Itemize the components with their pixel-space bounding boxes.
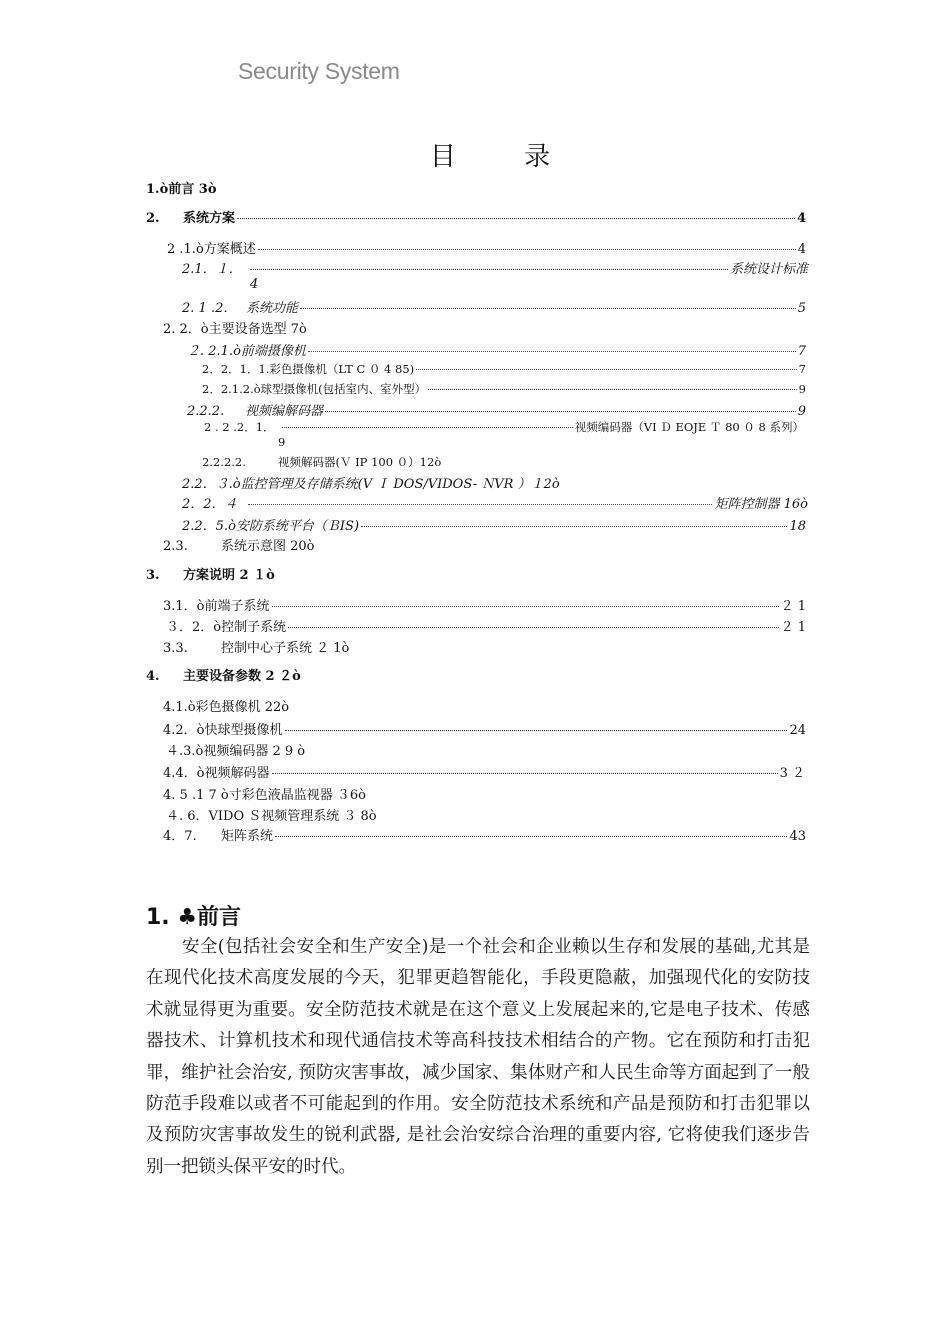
toc-entry[interactable]: ４.3.ò视频编码器 2 9 ò	[166, 744, 306, 759]
toc-entry[interactable]: 2.2.2. 视频编解码器 9	[187, 404, 806, 419]
toc-leader	[285, 729, 788, 731]
toc-entry[interactable]: 2.1．１． 系统设计标准	[182, 262, 808, 277]
toc-entry[interactable]: 2. 2．ò主要设备选型 7ò	[163, 322, 307, 337]
toc-entry[interactable]: ３．2．ò控制子系统 ２ 1	[166, 620, 806, 635]
toc-entry[interactable]: 2.2.2.2. 视频解码器(Ｖ IP 100 ０）12ò	[202, 455, 442, 469]
toc-entry[interactable]: 2.2．5.ò安防系统平台（ＢIS) 18	[182, 519, 806, 534]
toc-entry[interactable]: 2．2.1.2.ò球型摄像机(包括室内、室外型） 9	[202, 382, 806, 396]
toc-entry[interactable]: 4.1.ò彩色摄像机 22ò	[163, 700, 290, 715]
toc-leader	[428, 388, 797, 390]
toc-leader	[325, 410, 796, 412]
toc-entry[interactable]: 4.2．ò快球型摄像机 24	[163, 723, 806, 738]
toc-entry[interactable]: 3. 方案说明 2 １ò	[146, 568, 275, 583]
toc-entry[interactable]: 4.4．ò视频解码器 3 ２	[163, 766, 805, 781]
toc-entry[interactable]: 2 .1.ò方案概述 4	[167, 242, 806, 257]
toc-entry-page: 4	[250, 277, 259, 292]
toc-leader	[300, 307, 796, 309]
toc-leader	[272, 605, 779, 607]
toc-leader	[275, 835, 787, 837]
toc-entry[interactable]: 2. 系统方案 4	[146, 211, 806, 226]
toc-entry[interactable]: 2．2．４ 矩阵控制器 16ò	[182, 497, 808, 512]
toc-title: 目 录	[429, 142, 581, 172]
toc-leader	[248, 503, 712, 505]
toc-entry[interactable]: 1.ò前言 3ò	[146, 182, 217, 197]
toc-entry[interactable]: 2.3. 系统示意图 20ò	[163, 539, 315, 554]
header-title: Security System	[238, 58, 400, 84]
toc-leader	[416, 368, 797, 370]
toc-leader	[288, 626, 778, 628]
toc-entry[interactable]: 3.1．ò前端子系统 ２ 1	[163, 599, 806, 614]
toc-leader	[282, 426, 573, 428]
toc-entry[interactable]: 2 . 2 .2．1． 视频编码器（VI Ｄ EOJE Ｔ 80 ０ 8 系列）	[204, 420, 804, 434]
toc-leader	[237, 217, 795, 219]
toc-leader	[258, 248, 796, 250]
section-paragraph: 安全(包括社会安全和生产安全)是一个社会和企业赖以生存和发展的基础,尤其是在现代化技术高度发展的今天，犯罪更趋智能化，手段更隐蔽，加强现代化的安防技术就显得更为重要。安全防范技术就是在这个意义上发展起来的,它是电子技术、传感器技术、计算机技术和现代通信技术等高科技技术相结合的产物。它在预防和打击犯罪，维护社会治安, 预防灾害事故，减少国家、集体财产和人民生命等方面起到了一般防范手段难以或者不可能起到的作用。安全防范技术系统和产品是预防和打击犯罪以及预防灾害事故发生的锐利武器, 是社会治安综合治理的重要内容, 它将使我们逐步告别一把锁头保平安的时代。	[146, 937, 810, 1177]
toc-entry[interactable]: 2.2．３.ò监控管理及存储系统(V Ｉ DOS/VIDOS- ＮVR ）１2ò	[182, 477, 560, 492]
toc-entry-page: 9	[278, 435, 286, 449]
toc-entry[interactable]: ２. 2.1.ò前端摄像机 7	[187, 344, 806, 359]
toc-leader	[361, 525, 787, 527]
toc-entry[interactable]: 2. 1 .2． 系统功能 5	[182, 301, 806, 316]
toc-entry[interactable]: 2．2．1．1.彩色摄像机（LT C ０ 4 85) 7	[202, 362, 806, 376]
toc-leader	[250, 268, 728, 270]
toc-entry[interactable]: 4．7. 矩阵系统 43	[163, 829, 806, 844]
toc-entry[interactable]: 3.3. 控制中心子系统 ２ 1ò	[163, 641, 350, 656]
section-heading: 1. ♣前言	[146, 905, 242, 930]
toc-leader	[308, 350, 796, 352]
toc-entry[interactable]: ４. 6．VIDO Ｓ视频管理系统 ３ 8ò	[166, 809, 377, 824]
toc-entry[interactable]: 4. 5 .1 7 ò寸彩色液晶监视器 ３6ò	[163, 788, 366, 803]
toc-leader	[272, 772, 778, 774]
toc-entry[interactable]: 4. 主要设备参数 2 ２ò	[146, 669, 301, 684]
